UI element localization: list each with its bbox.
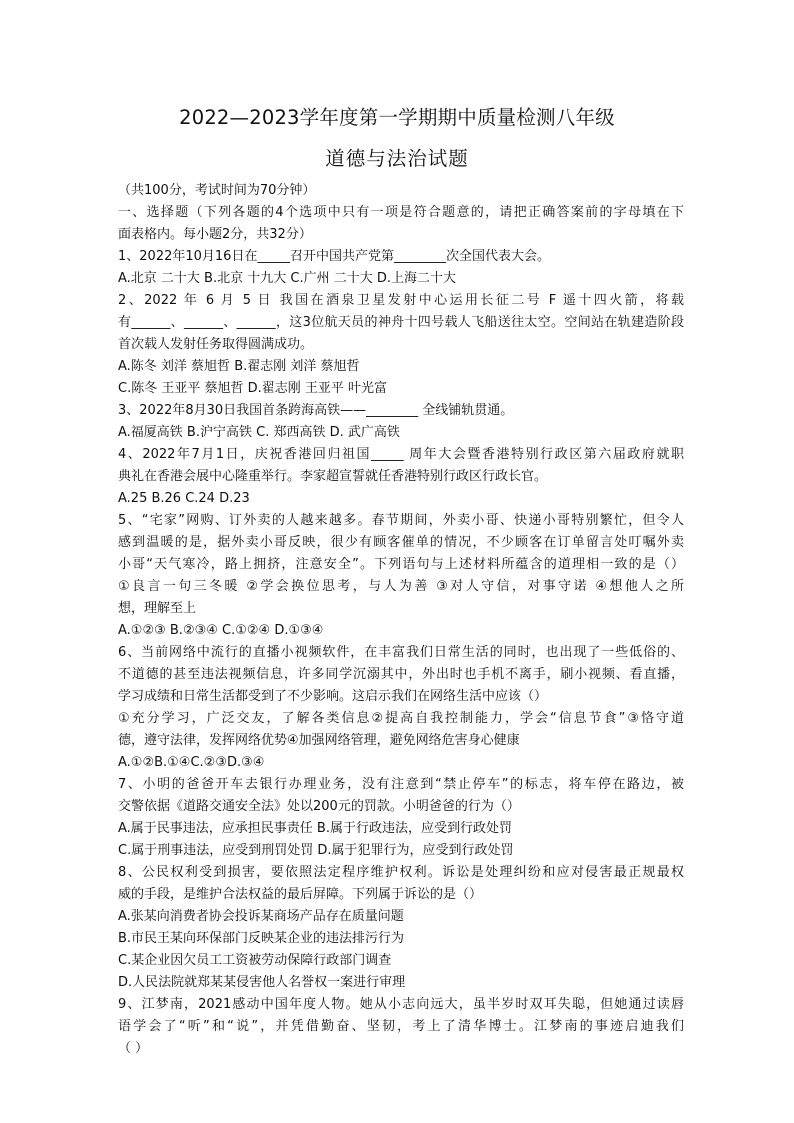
question-7-options: C.属于刑事违法，应受到刑罚处罚 D.属于犯罪行为，应受到行政处罚 — [118, 843, 514, 858]
question-5-statements: 想，理解至上 — [118, 601, 197, 616]
question-6-statements: 德，遵守法律，发挥网络优势④加强网络管理，避免网络危害身心健康 — [118, 733, 520, 748]
question-5: 5、“宅家”网购、订外卖的人越来越多。春节期间，外卖小哥、快递小哥特别繁忙，但令人 — [118, 513, 684, 528]
question-3: 3、2022年8月30日我国首条跨海高铁——________ 全线铺轨贯通。 — [118, 403, 514, 418]
question-8-option-c: C.某企业因欠员工工资被劳动保障行政部门调查 — [118, 953, 392, 968]
question-2: 2、2022 年 6 月 5 日 我国在酒泉卫星发射中心运用长征二号 F 遥十四火箭，将载 — [118, 293, 684, 308]
question-8-option-d: D.人民法院就郑某某侵害他人名誉权一案进行审理 — [118, 975, 406, 990]
section-heading-cont: 面表格内。每小题2分，共32分） — [118, 227, 312, 242]
question-7-cont: 交警依据《道路交通安全法》处以200元的罚款。小明爸爸的行为（） — [118, 799, 520, 814]
question-6-options: A.①②B.①④C.②③D.③④ — [118, 755, 265, 770]
question-8-option-a: A.张某向消费者协会投诉某商场产品存在质量问题 — [118, 909, 404, 924]
question-3-options: A.福厦高铁 B.沪宁高铁 C. 郑西高铁 D. 武广高铁 — [118, 425, 400, 440]
question-9-cont: （ ） — [118, 1041, 149, 1056]
exam-subtitle: 道德与法治试题 — [325, 147, 469, 170]
question-8-cont: 威的手段，是维护合法权益的最后屏障。下列属于诉讼的是（） — [118, 887, 483, 902]
question-1-options: A.北京 二十大 B.北京 十九大 C.广州 二十大 D.上海二十大 — [118, 271, 456, 286]
question-6-cont: 不道德的甚至违法视频信息，许多同学沉溺其中，外出时也手机不离手，刷小视频、看直播， — [118, 667, 684, 682]
question-9-cont: 语学会了“听”和“说”，并凭借勤奋、坚韧，考上了清华博士。江梦南的事迹启迪我们 — [118, 1019, 684, 1034]
question-9: 9、江梦南，2021感动中国年度人物。她从小志向远大，虽半岁时双耳失聪，但她通过读唇 — [118, 997, 684, 1012]
question-2-options: A.陈冬 刘洋 蔡旭哲 B.翟志刚 刘洋 蔡旭哲 — [118, 359, 360, 374]
question-4-options: A.25 B.26 C.24 D.23 — [118, 491, 250, 506]
exam-title: 2022—2023学年度第一学期期中质量检测八年级 — [179, 106, 615, 129]
question-1: 1、2022年10月16日在_____召开中国共产党第________次全国代表大会。 — [118, 249, 550, 264]
question-4: 4、2022年7月1日，庆祝香港回归祖国_____ 周年大会暨香港特别行政区第六届政府就职 — [118, 447, 684, 462]
question-8: 8、公民权利受到损害，要依照法定程序维护权利。诉讼是处理纠纷和应对侵害最正规最权 — [118, 865, 684, 880]
question-2-cont: 首次载人发射任务取得圆满成功。 — [118, 337, 314, 352]
question-2-options: C.陈冬 王亚平 蔡旭哲 D.翟志刚 王亚平 叶光富 — [118, 381, 388, 396]
question-2-cont: 有______、______、______，这3位航天员的神舟十四号载人飞船送往太空。空间站在轨建造阶段 — [118, 315, 684, 330]
question-5-cont: 小哥“天气寒冷，路上拥挤，注意安全”。下列语句与上述材料所蕴含的道理相一致的是（） — [118, 557, 684, 572]
question-6: 6、当前网络中流行的直播小视频软件，在丰富我们日常生活的同时，也出现了一些低俗的、 — [118, 645, 684, 660]
question-5-options: A.①②③ B.②③④ C.①②④ D.①③④ — [118, 623, 324, 638]
question-7: 7、小明的爸爸开车去银行办理业务，没有注意到“禁止停车”的标志，将车停在路边，被 — [118, 777, 684, 792]
section-heading: 一、选择题（下列各题的4个选项中只有一项是符合题意的，请把正确答案前的字母填在下 — [118, 205, 684, 220]
question-5-cont: 感到温暖的是，据外卖小哥反映，很少有顾客催单的情况，不少顾客在订单留言处叮嘱外卖 — [118, 535, 684, 550]
question-5-statements: ①良言一句三冬暖 ②学会换位思考，与人为善 ③对人守信，对事守诺 ④想他人之所 — [118, 579, 684, 594]
question-6-statements: ①充分学习，广泛交友，了解各类信息②提高自我控制能力，学会“信息节食”③恪守道 — [118, 711, 684, 726]
exam-body — [118, 180, 684, 1060]
question-7-options: A.属于民事违法，应承担民事责任 B.属于行政违法，应受到行政处罚 — [118, 821, 512, 836]
question-8-option-b: B.市民王某向环保部门反映某企业的违法排污行为 — [118, 931, 405, 946]
question-4-cont: 典礼在香港会展中心隆重举行。李家超宣誓就任香港特别行政区行政长官。 — [118, 469, 548, 484]
exam-info: （共100分，考试时间为70分钟） — [118, 183, 316, 198]
question-6-cont: 学习成绩和日常生活都受到了不少影响。这启示我们在网络生活中应该（） — [118, 689, 548, 704]
